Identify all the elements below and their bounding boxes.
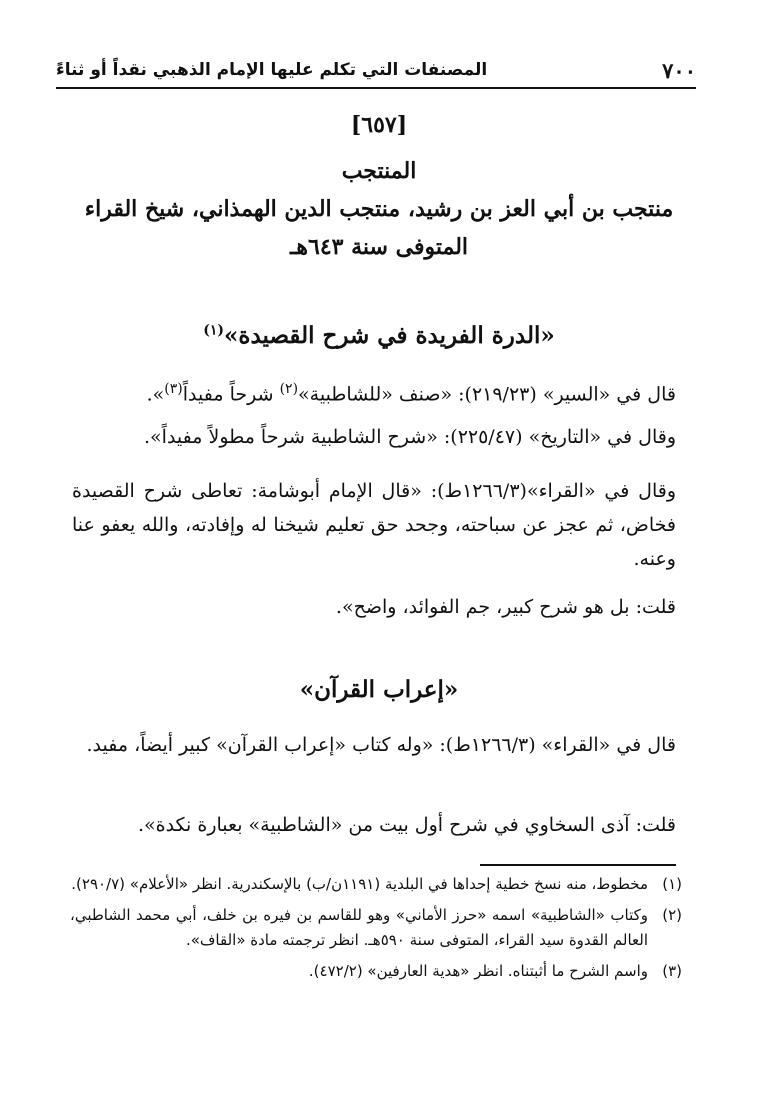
paragraph: قال في «القراء» (١٢٦٦/٣ط): «وله كتاب «إعراب القرآن» كبير أيضاً، مفيد. [86,734,676,756]
footnote [70,903,682,953]
footnote-text: مخطوط، منه نسخ خطية إحداها في البلدية (١١٩١ن/ب) بالإسكندرية. انظر «الأعلام» (٢٩٠/٧). [71,875,648,893]
footnote [70,959,682,984]
footnote-marker: (٣) [662,962,682,980]
footnote-ref: (٣) [164,381,183,397]
paragraph: وقال في «التاريخ» (٢٢٥/٤٧): «شرح الشاطبية شرحاً مطولاً مفيداً». [144,426,676,448]
page-header [56,56,696,84]
footnote-ref: (١) [203,322,225,339]
section-title-durra [60,322,698,349]
footnote-marker: (١) [662,875,682,893]
footnote-text: واسم الشرح ما أثبتناه. انظر «هدية العارفين» (٤٧٢/٢). [308,962,648,980]
paragraph: وقال في «القراء»(١٢٦٦/٣ط): «قال الإمام أبوشامة: تعاطى شرح القصيدة فخاض، ثم عجز عن سباحته، وجحد حق تعليم شيخنا له وإفادته، والله يعفو عنا وعنه. [72,480,677,570]
paragraph: قلت: آذى السخاوي في شرح أول بيت من «الشاطبية» بعبارة نكدة». [137,814,676,836]
section-title-irab: «إعراب القرآن» [299,676,459,703]
paragraph-text: ». [146,383,165,406]
paragraph-text: قال في «السير» (٢١٩/٢٣): «صنف «للشاطبية» [298,383,676,406]
page-number: ٧٠٠ [662,57,696,83]
entry-number: [٦٥٧] [350,112,408,138]
footnotes [70,872,682,990]
section-title-text: «الدرة الفريدة في شرح القصيدة» [224,322,555,349]
entry-description-line1: منتجب بن أبي العز بن رشيد، منتجب الدين الهمذاني، شيخ القراء [84,196,674,222]
footnote-divider [480,864,676,866]
footnote-ref: (٢) [279,381,299,397]
footnote-text: وكتاب «الشاطبية» اسمه «حرز الأماني» وهو للقاسم بن فيره بن خلف، أبي محمد الشاطبي، العالم القدوة سيد القراء، المتوفى سنة ٥٩٠هـ. انظر ترجمته مادة «القاف». [70,906,648,949]
paragraph-text: شرحاً مفيداً [182,383,280,406]
footnote-marker: (٢) [662,906,682,924]
running-title: المصنفات التي تكلم عليها الإمام الذهبي نقداً أو ثناءً [56,60,488,80]
footnote [70,872,682,897]
entry-name: المنتجب [341,158,417,184]
entry-description-line2: المتوفى سنة ٦٤٣هـ [289,234,469,260]
header-divider [56,87,696,89]
paragraph: قلت: بل هو شرح كبير، جم الفوائد، واضح». [335,596,676,618]
paragraph [72,372,676,411]
